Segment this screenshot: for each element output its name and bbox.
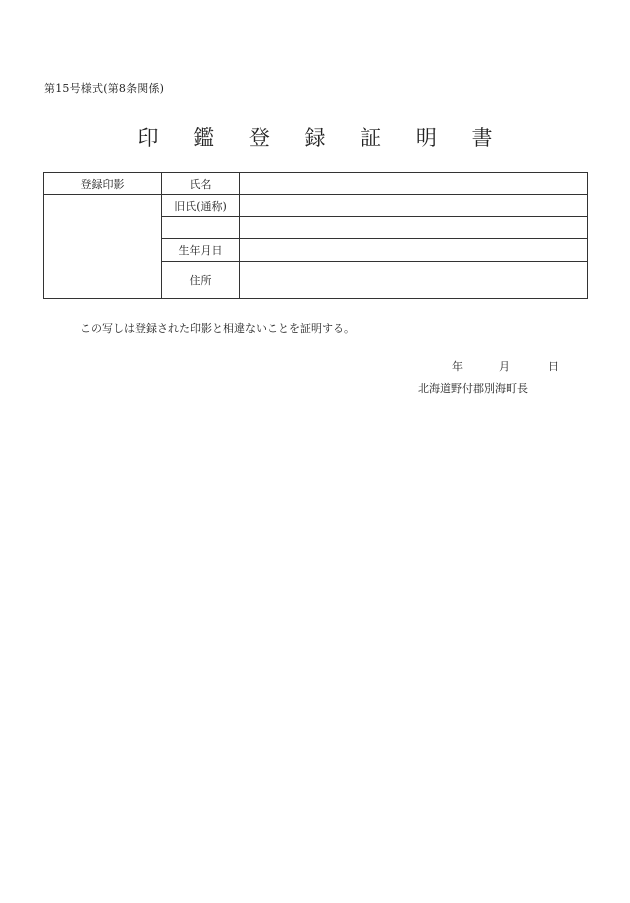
birth-date-label: 生年月日 (162, 239, 240, 262)
seal-impression-header: 登録印影 (44, 173, 162, 195)
seal-impression-area (44, 195, 162, 299)
document-title: 印 鑑 登 録 証 明 書 (137, 126, 507, 150)
date-day-label: 日 (548, 360, 559, 373)
name-label: 氏名 (162, 173, 240, 195)
certificate-table (43, 172, 588, 299)
date-month-label: 月 (499, 360, 510, 373)
table-row-name (44, 173, 588, 195)
birth-date-value-cell (240, 239, 588, 262)
blank-value-cell (240, 217, 588, 239)
former-name-label: 旧氏(通称) (162, 195, 240, 217)
date-year-label: 年 (452, 360, 463, 373)
former-name-value-cell (240, 195, 588, 217)
address-label: 住所 (162, 262, 240, 299)
address-value-cell (240, 262, 588, 299)
issuer-name: 北海道野付郡別海町長 (418, 382, 528, 395)
certification-statement: この写しは登録された印影と相違ないことを証明する。 (80, 322, 355, 335)
form-number: 第15号様式(第8条関係) (44, 82, 165, 95)
table-row-former-name (44, 195, 588, 217)
blank-label-cell (162, 217, 240, 239)
name-value-cell (240, 173, 588, 195)
